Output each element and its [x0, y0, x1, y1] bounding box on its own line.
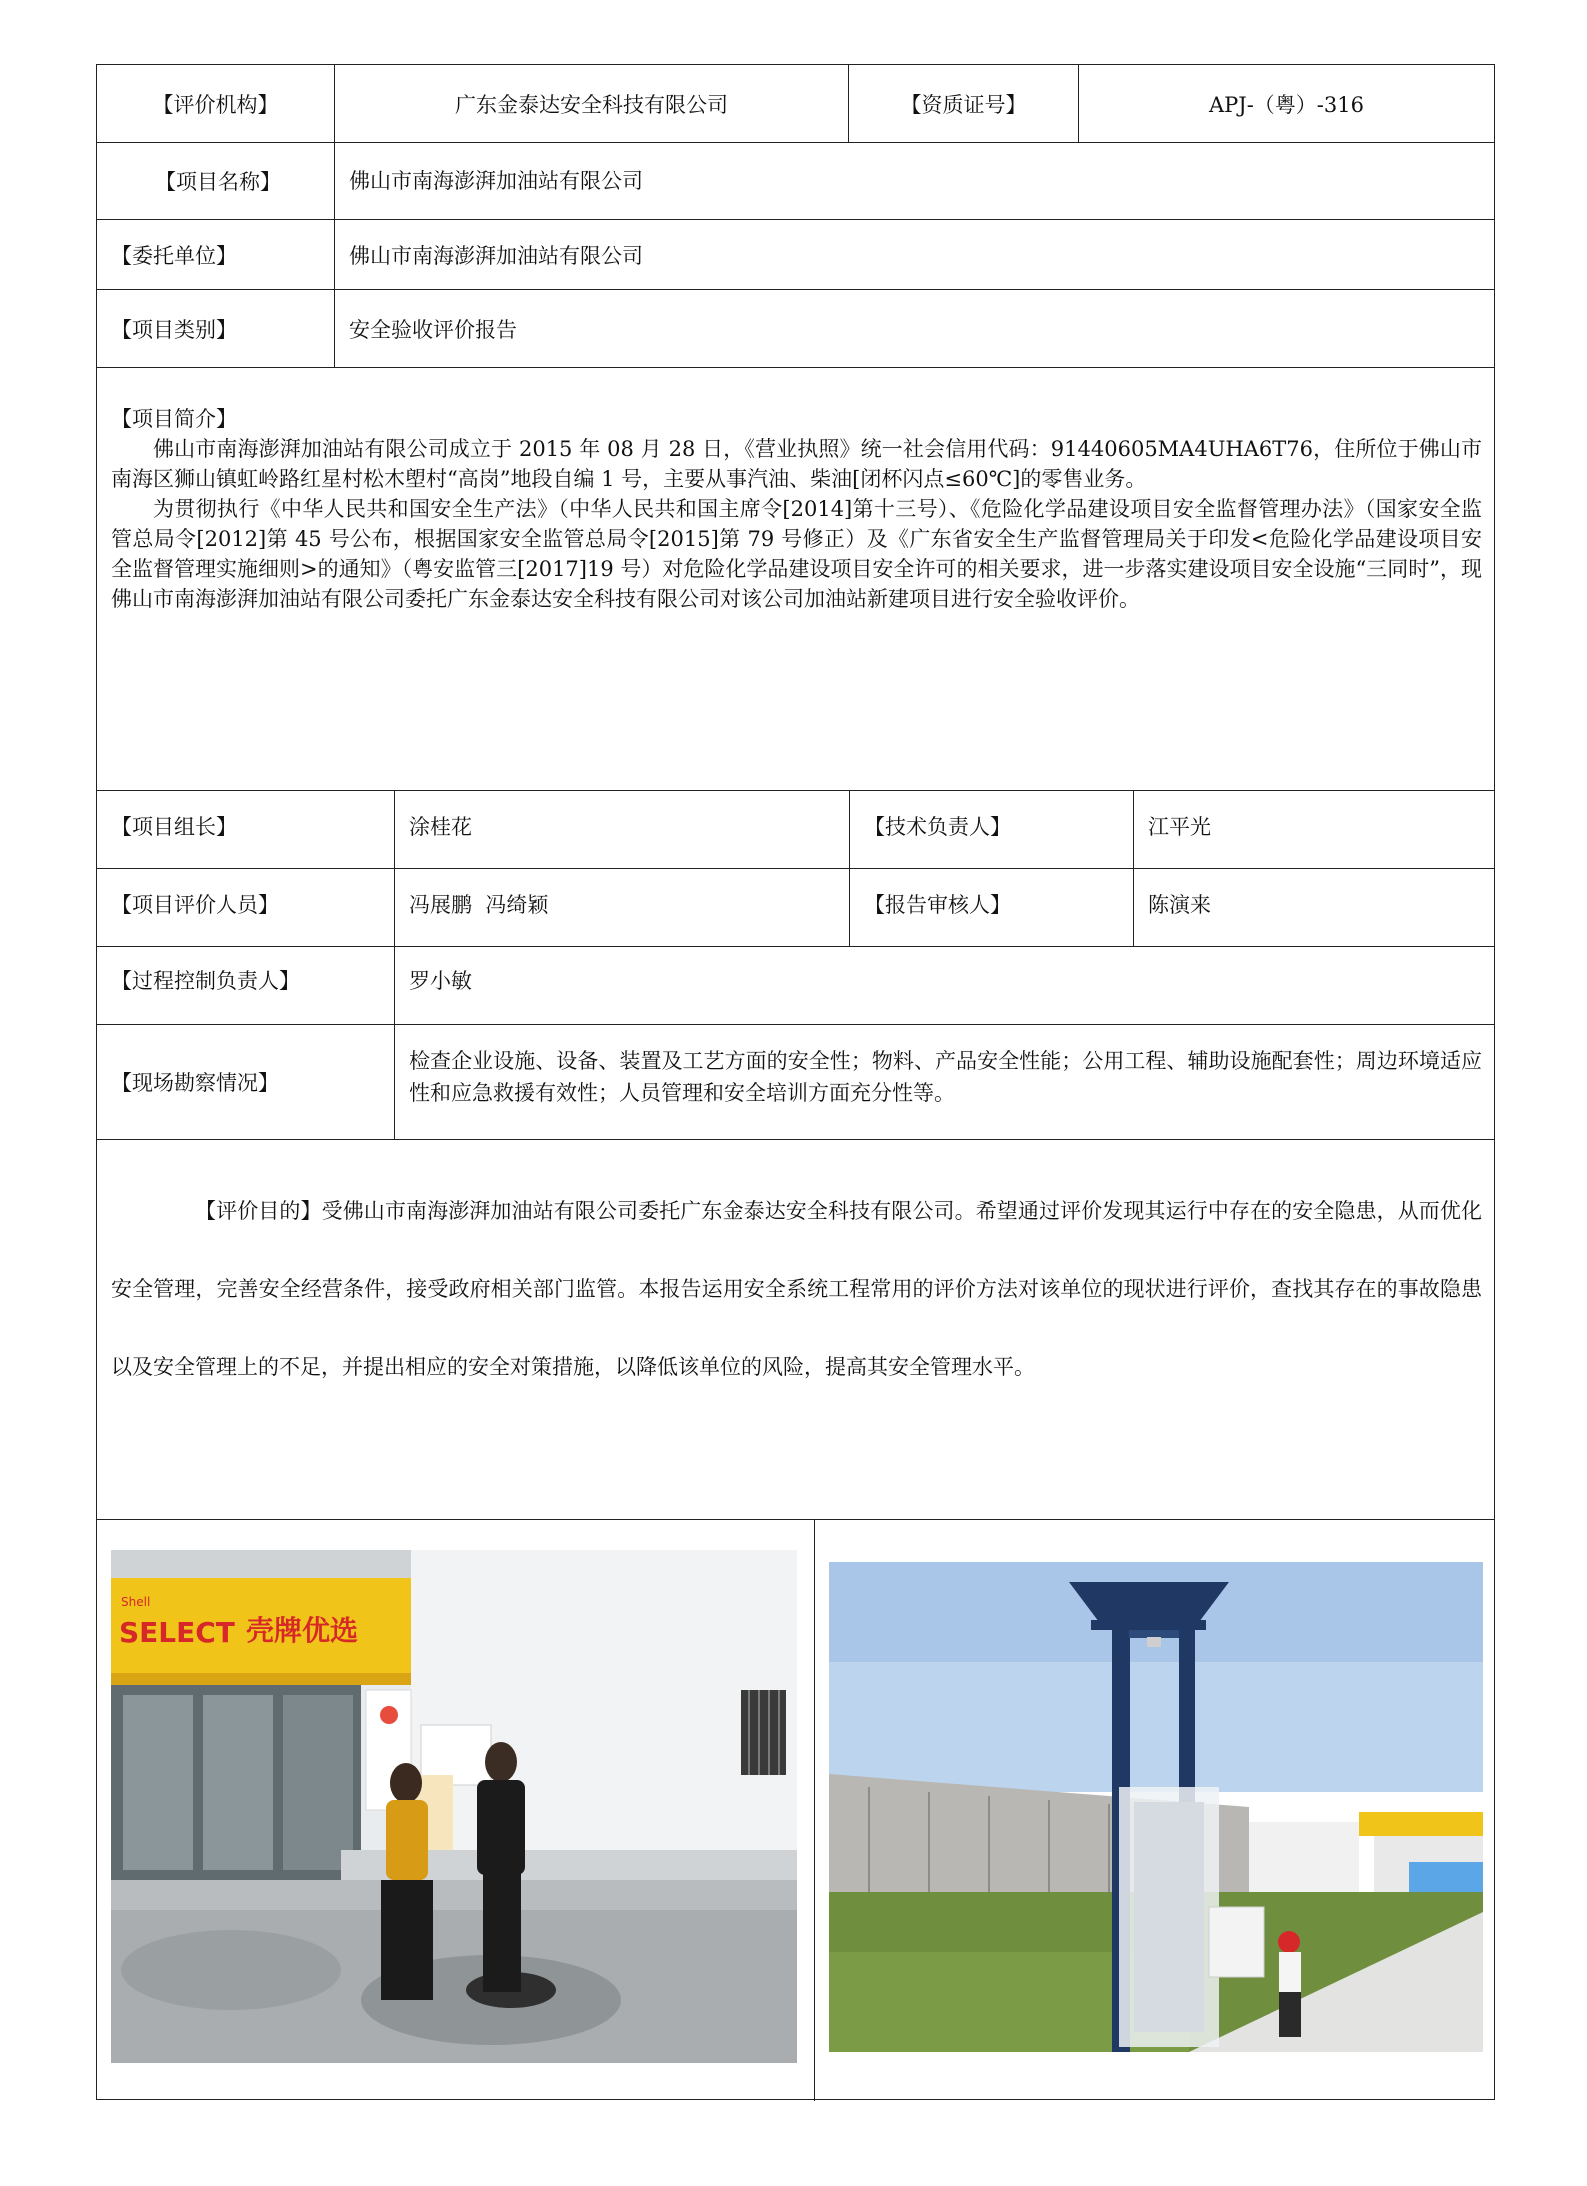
evaluators-value: 冯展鹏 冯绮颖 [395, 869, 850, 946]
shell-brand-text: Shell [121, 1595, 151, 1609]
org-label: 【评价机构】 [97, 65, 335, 142]
leader-value: 涂桂花 [395, 791, 850, 868]
pipe-inspection-photo [829, 1562, 1483, 2052]
header-row [97, 65, 1494, 143]
category-value: 安全验收评价报告 [349, 318, 517, 342]
tech-lead-value: 江平光 [1148, 815, 1211, 839]
survey-value-cell [395, 1025, 1494, 1139]
purpose-text: 受佛山市南海澎湃加油站有限公司委托广东金泰达安全科技有限公司。希望通过评价发现其运行中存在的安全隐患，从而优化安全管理，完善安全经营条件，接受政府相关部门监管。本报告运用安全系统工程常用的评价方法对该单位的现状进行评价，查找其存在的事故隐患以及安全管理上的不足，并提出相应的安全对策措施，以降低该单位的风险，提高其安全管理水平。 [111, 1199, 1483, 1379]
select-sign-text: SELECT [119, 1616, 235, 1649]
org-value: 广东金泰达安全科技有限公司 [335, 65, 849, 142]
project-name-value: 佛山市南海澎湃加油站有限公司 [349, 169, 643, 193]
purpose-label: 【评价目的】 [195, 1199, 322, 1223]
survey-row [97, 1025, 1494, 1140]
process-control-value: 罗小敏 [409, 969, 472, 993]
project-name-label: 【项目名称】 [97, 143, 335, 219]
station-staff-photo [111, 1550, 797, 2063]
client-value: 佛山市南海澎湃加油站有限公司 [349, 243, 643, 268]
process-control-label: 【过程控制负责人】 [97, 947, 395, 1024]
survey-value: 检查企业设施、设备、装置及工艺方面的安全性；物料、产品安全性能；公用工程、辅助设施配套性；周边环境适应性和应急救援有效性；人员管理和安全培训方面充分性等。 [409, 1049, 1482, 1105]
purpose-paragraph [111, 1172, 1482, 1406]
cert-label: 【资质证号】 [849, 65, 1079, 142]
evaluators-row [97, 869, 1494, 947]
survey-label: 【现场勘察情况】 [97, 1025, 395, 1139]
summary-paragraph-2: 为贯彻执行《中华人民共和国安全生产法》（中华人民共和国主席令[2014]第十三号）、《危险化学品建设项目安全监督管理办法》（国家安全监管总局令[2012]第 45 号公布，根据国家安全监管总局令[2015]第 79 号修正）及《广东省安全生产监督管理局关于印发<危险化学品建设项目安全监督管理实施细则>的通知》（粤安监管三[2017]19 号）对危险化学品建设项目安全许可的相关要求，进一步落实建设项目安全设施“三同时”，现佛山市南海澎湃加油站有限公司委托广东金泰达安全科技有限公司对该公司加油站新建项目进行安全验收评价。 [111, 497, 1482, 611]
client-label: 【委托单位】 [97, 220, 335, 289]
photos-row [97, 1520, 1494, 2101]
evaluators-label: 【项目评价人员】 [97, 869, 395, 946]
shell-cn-sign-text: 壳牌优选 [246, 1614, 359, 1647]
client-row [97, 220, 1494, 290]
tech-lead-label: 【技术负责人】 [850, 791, 1134, 868]
leader-row [97, 791, 1494, 869]
process-control-row [97, 947, 1494, 1025]
reviewer-value: 陈演来 [1148, 893, 1211, 917]
report-frame [96, 64, 1495, 2100]
category-label: 【项目类别】 [97, 290, 335, 367]
summary-paragraph-1: 佛山市南海澎湃加油站有限公司成立于 2015 年 08 月 28 日，《营业执照》统一社会信用代码：91440605MA4UHA6T76，住所位于佛山市南海区狮山镇虹岭路红星村松木塱村“高岗”地段自编 1 号，主要从事汽油、柴油[闭杯闪点≤60℃]的零售业务。 [111, 437, 1482, 491]
summary-label: 【项目简介】 [111, 407, 237, 431]
cert-value: APJ-（粤）-316 [1209, 92, 1364, 117]
reviewer-label: 【报告审核人】 [850, 869, 1134, 946]
leader-label: 【项目组长】 [97, 791, 395, 868]
category-row [97, 290, 1494, 368]
purpose-section [97, 1140, 1494, 1520]
summary-section [97, 368, 1494, 791]
project-name-row [97, 143, 1494, 220]
